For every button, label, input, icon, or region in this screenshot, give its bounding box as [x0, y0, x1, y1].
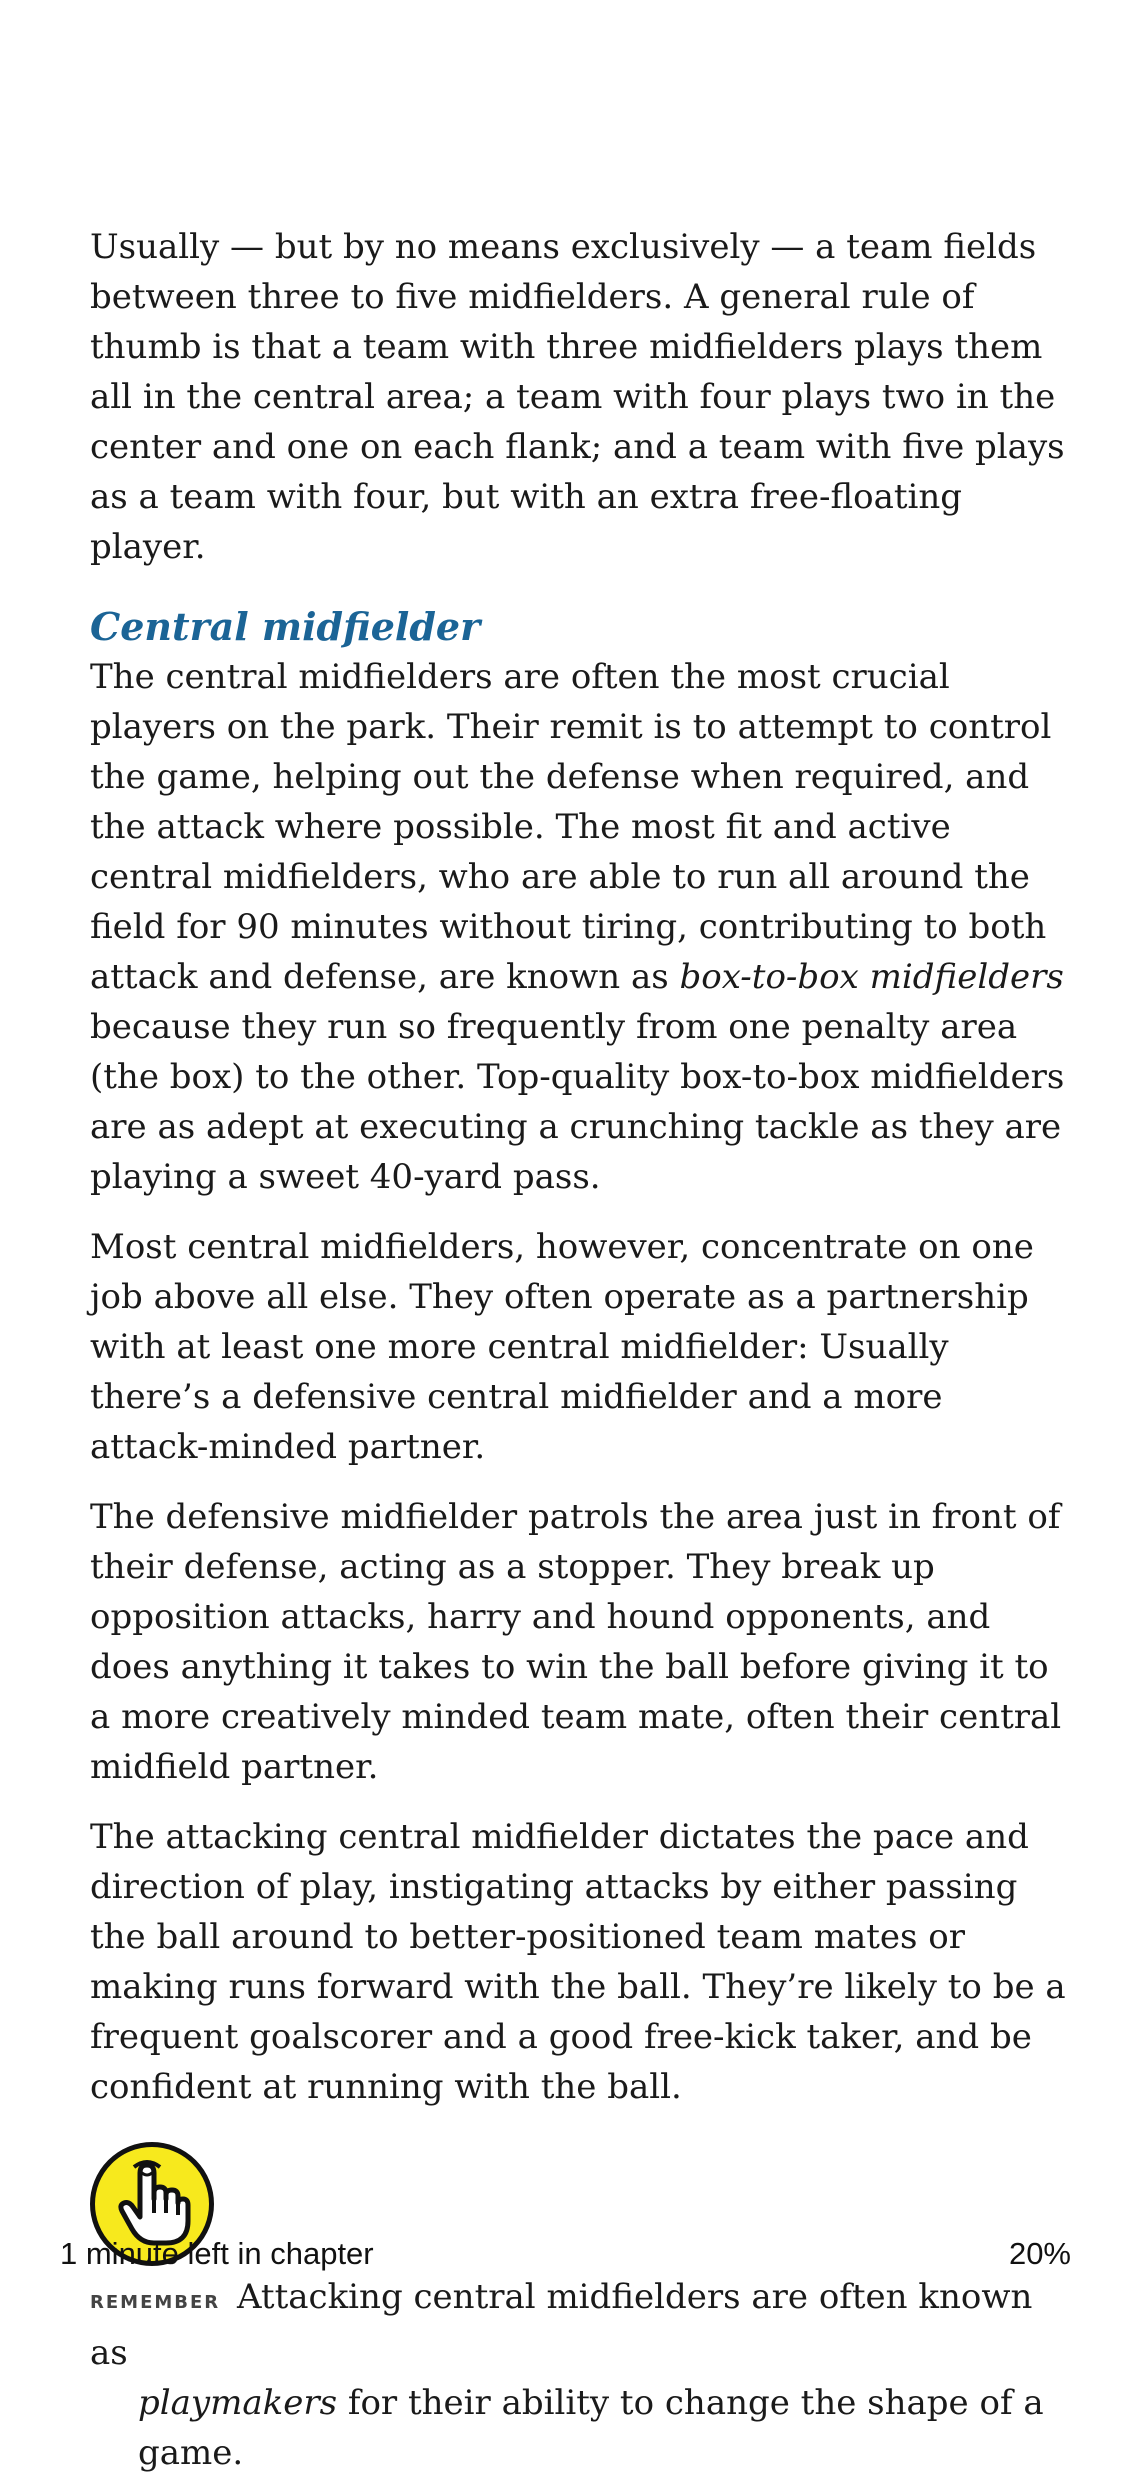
remember-text-part: for their ability to change the shape of a game.	[138, 2383, 1044, 2473]
paragraph-central-midfielders	[90, 652, 1070, 1202]
remember-text	[90, 2272, 1070, 2478]
progress-percent: 20%	[1008, 2236, 1071, 2271]
time-left-label: 1 minute left in chapter	[60, 2236, 374, 2271]
reader-page	[90, 222, 1070, 2478]
paragraph-intro: Usually — but by no means exclusively — a team fields between three to five midfielders. A general rule of thumb is that a team with three midfielders plays them all in the central area; a team with four plays two in the center and one on each flank; and a team with five plays as a team with four, but with an extra free-floating player.	[90, 227, 1065, 567]
paragraph-text: because they run so frequently from one penalty area (the box) to the other. Top-quality box-to-box midfielders are as adept at executing a crunching tackle as they are playing a sweet 40-yard pass.	[90, 1007, 1065, 1197]
remember-line-2	[90, 2378, 1070, 2478]
section-heading: Central midfielder	[90, 604, 481, 649]
paragraph-attacking-midfielder: The attacking central midfielder dictates the pace and direction of play, instigating attacks by either passing the ball around to better-positioned team mates or making runs forward with the ball. They’re likely to be a frequent goalscorer and a good free-kick taker, and be confident at running with the ball.	[90, 1817, 1066, 2107]
remember-callout	[90, 2142, 1070, 2478]
paragraph-text: The central midfielders are often the most crucial players on the park. Their remit is to attempt to control the game, helping out the defense when required, and the attack where possible. The most fit and active central midfielders, who are able to run all around the field for 90 minutes without tiring, contributing to both attack and defense, are known as	[90, 657, 1052, 997]
paragraph-defensive-midfielder: The defensive midfielder patrols the area just in front of their defense, acting as a stopper. They break up opposition attacks, harry and hound opponents, and does anything it takes to win the ball before giving it to a more creatively minded team mate, often their central midfield partner.	[90, 1497, 1062, 1787]
paragraph-partnership: Most central midfielders, however, concentrate on one job above all else. They often operate as a partnership with at least one more central midfielder: Usually there’s a defensive central midfielder and a more attack-minded partner.	[90, 1227, 1034, 1467]
remember-text-part: Attacking central midfielders are often known as	[90, 2277, 1033, 2373]
italic-term: playmakers	[138, 2383, 338, 2423]
italic-term: box-to-box midfielders	[679, 957, 1064, 997]
reading-progress-footer	[60, 2236, 1071, 2272]
remember-label: REMEMBER	[90, 2292, 221, 2313]
